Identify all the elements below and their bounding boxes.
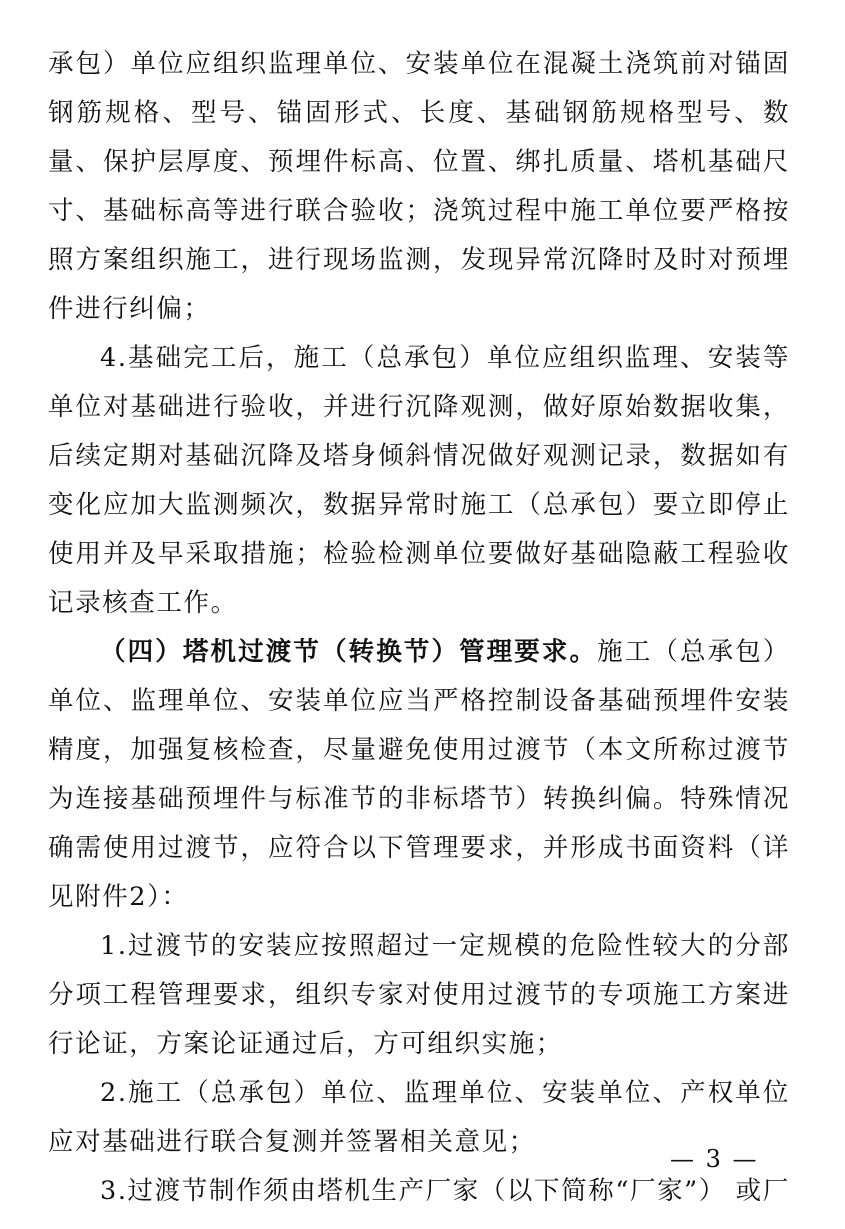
paragraph-sub-item-1: 1.过渡节的安装应按照超过一定规模的危险性较大的分部分项工程管理要求，组织专家对使用过渡节的专项施工方案进行论证，方案论证通过后，方可组织实施； xyxy=(48,931,790,1059)
paragraph-sub-item-2: 2.施工（总承包）单位、监理单位、安装单位、产权单位应对基础进行联合复测并签署相关意见； xyxy=(48,1078,790,1157)
paragraph-continuation: 承包）单位应组织监理单位、安装单位在混凝土浇筑前对锚固钢筋规格、型号、锚固形式、长度、基础钢筋规格型号、数量、保护层厚度、预埋件标高、位置、绑扎质量、塔机基础尺寸、基础标高等进行联合验收；浇筑过程中施工单位要严格按照方案组织施工，进行现场监测，发现异常沉降时及时对预埋件进行纠偏； xyxy=(48,49,790,324)
paragraph-section-4 xyxy=(48,628,790,922)
paragraph-item-4: 4.基础完工后，施工（总承包）单位应组织监理、安装等单位对基础进行验收，并进行沉降观测，做好原始数据收集，后续定期对基础沉降及塔身倾斜情况做好观测记录，数据如有变化应加大监测频次，数据异常时施工（总承包）要立即停止使用并及早采取措施；检验检测单位要做好基础隐蔽工程验收记录核查工作。 xyxy=(48,343,790,618)
section-body-text: 施工（总承包）单位、监理单位、安装单位应当严格控制设备基础预埋件安装精度，加强复核检查，尽量避免使用过渡节（本文所称过渡节为连接基础预埋件与标准节的非标塔节）转换纠偏。特殊情况确需使用过渡节，应符合以下管理要求，并形成书面资料（详见附件2）： xyxy=(48,637,790,912)
document-body xyxy=(48,40,790,1216)
page-number: — 3 — xyxy=(670,1145,759,1173)
section-heading: （四）塔机过渡节（转换节）管理要求。 xyxy=(100,637,598,667)
paragraph-sub-item-3: 3.过渡节制作须由塔机生产厂家（以下简称“厂家”） 或厂 xyxy=(100,1176,790,1206)
